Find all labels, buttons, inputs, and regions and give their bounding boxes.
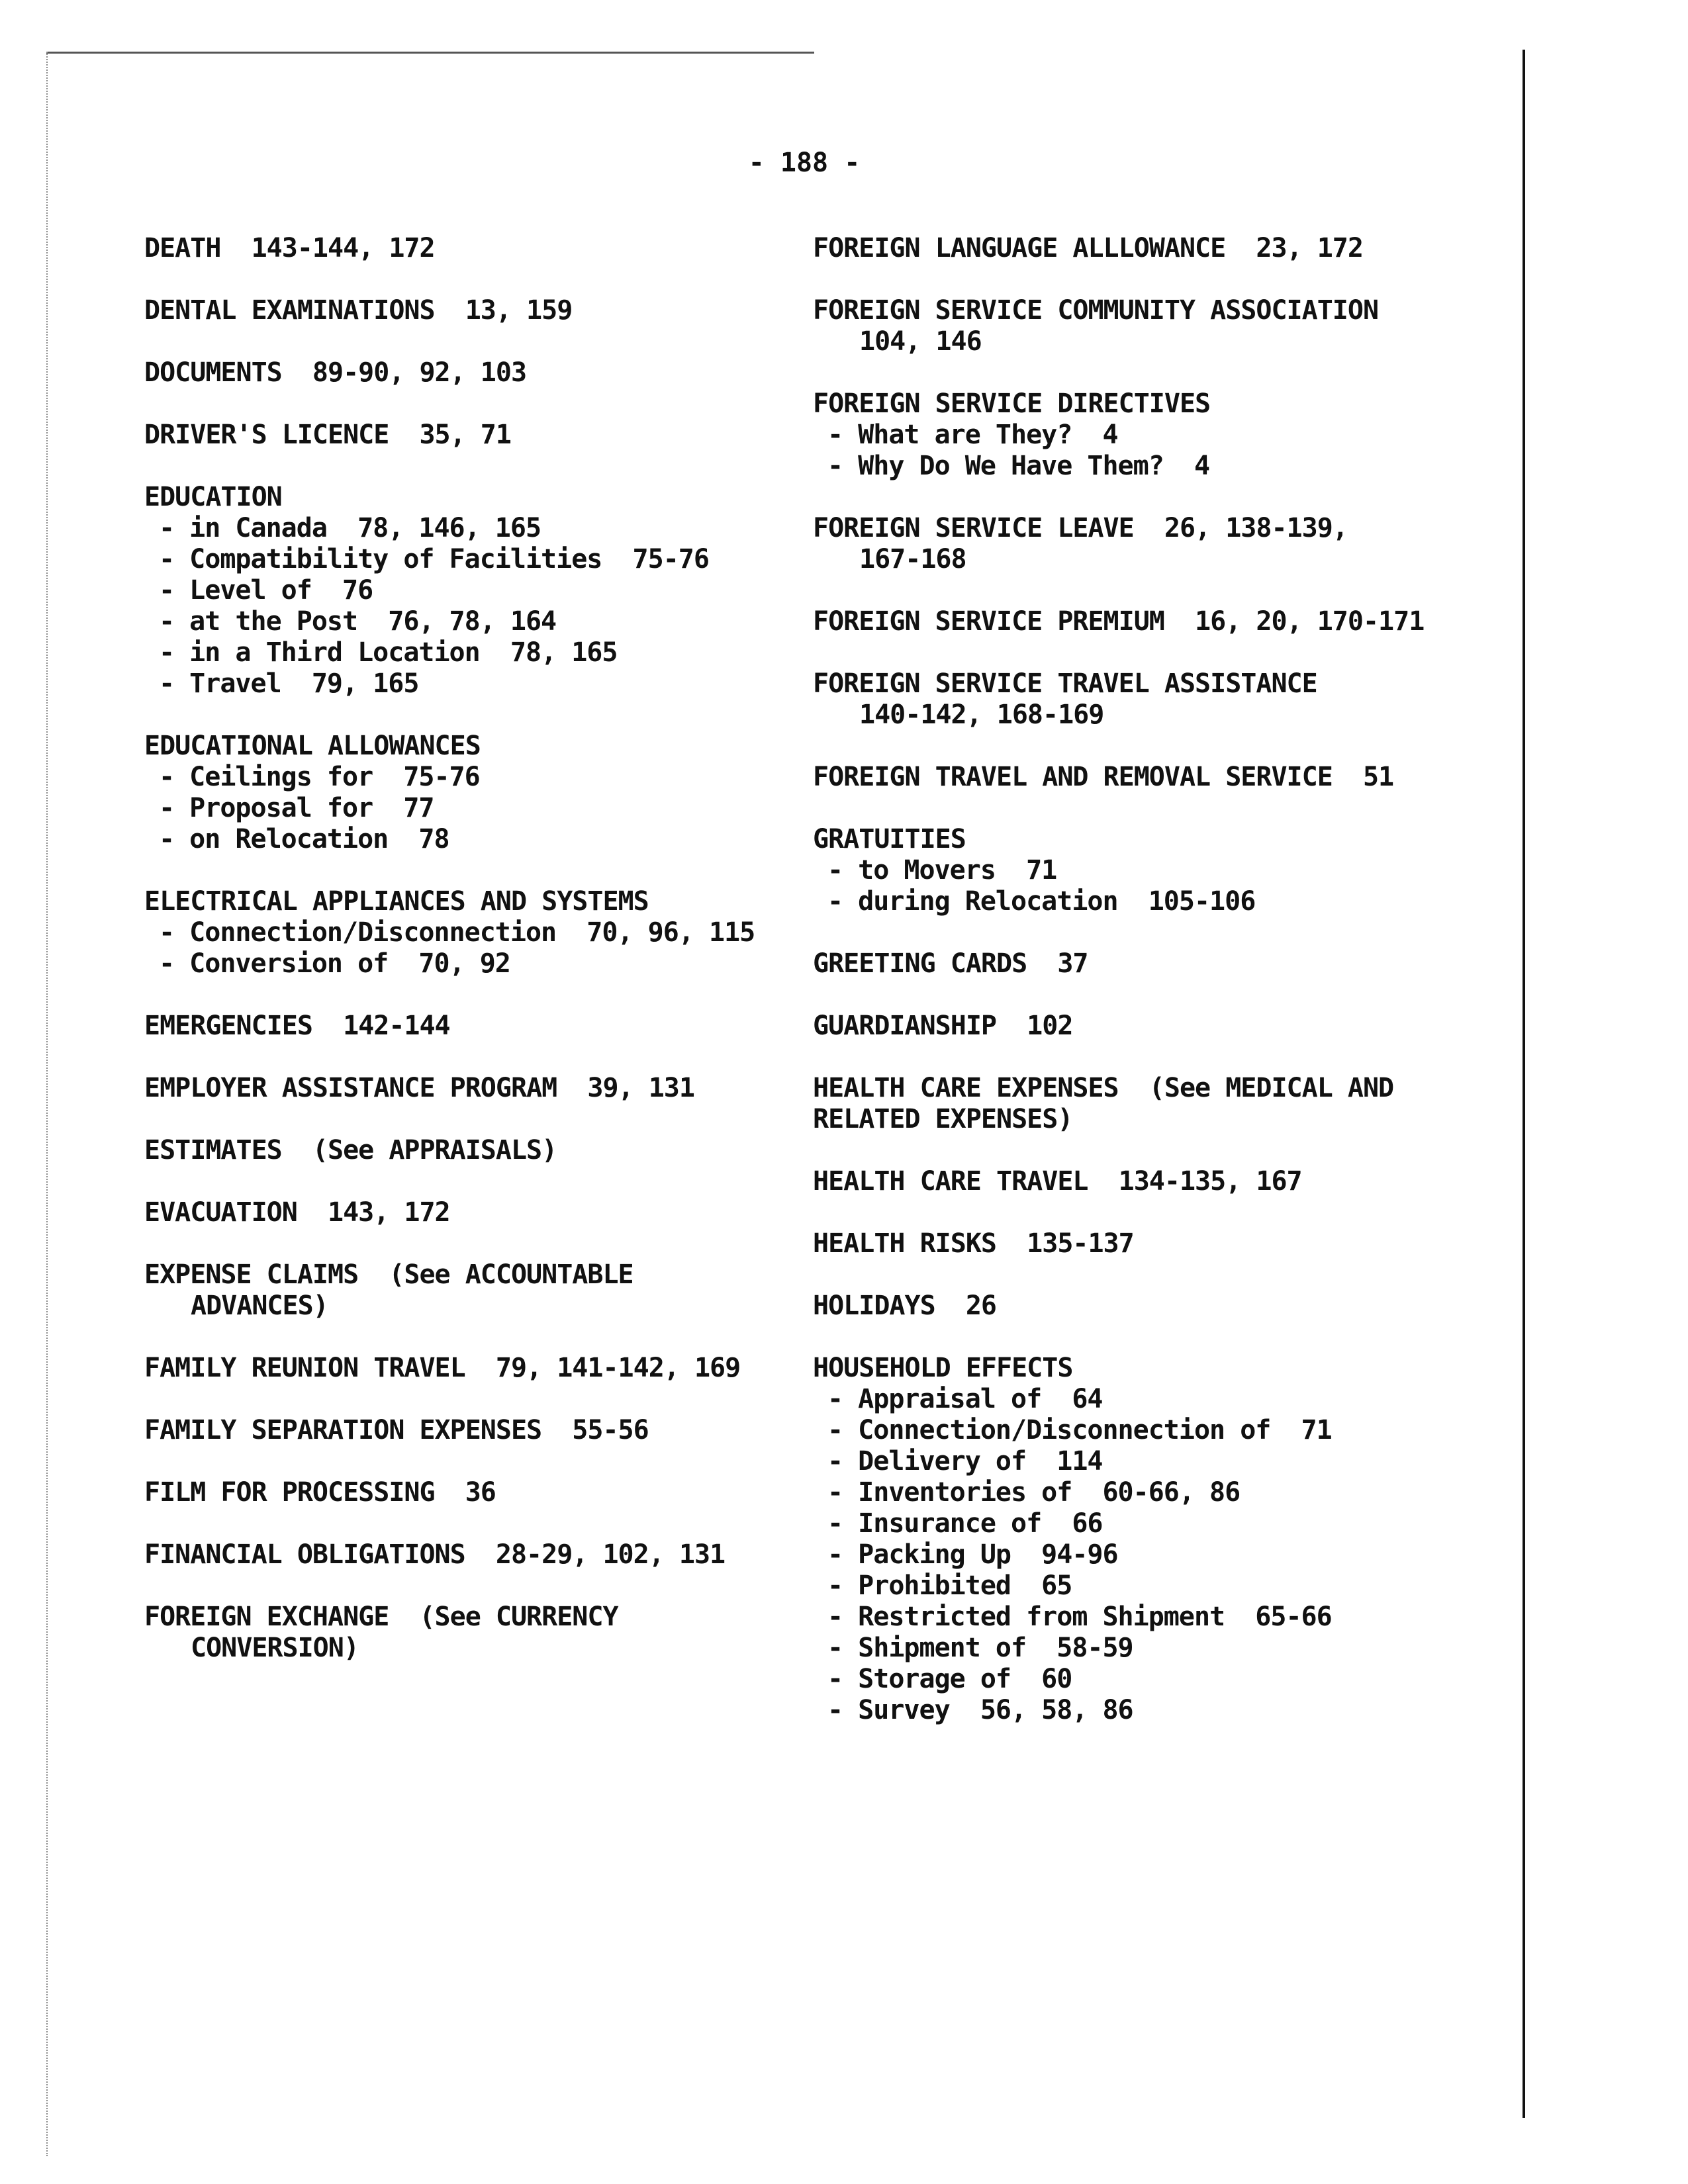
- index-subentry: - on Relocation 78: [159, 824, 449, 854]
- index-heading: ESTIMATES (See APPRAISALS): [144, 1135, 557, 1165]
- index-heading: FINANCIAL OBLIGATIONS 28-29, 102, 131: [144, 1539, 726, 1570]
- index-subentry: - Restricted from Shipment 65-66: [827, 1602, 1332, 1632]
- index-entry: [144, 233, 793, 264]
- index-subentry: - in Canada 78, 146, 165: [159, 513, 541, 543]
- index-subentry: - Connection/Disconnection 70, 96, 115: [159, 917, 755, 948]
- index-subentry: - Proposal for 77: [159, 793, 434, 823]
- index-heading: HEALTH RISKS 135-137: [813, 1228, 1134, 1259]
- index-heading: FAMILY SEPARATION EXPENSES 55-56: [144, 1415, 649, 1445]
- index-subentry: - Delivery of 114: [827, 1446, 1103, 1477]
- index-entry: [144, 420, 793, 451]
- index-subentry: - Appraisal of 64: [827, 1384, 1103, 1414]
- index-entry: [144, 1011, 793, 1042]
- index-entry: [813, 824, 1515, 917]
- index-heading-continuation: RELATED EXPENSES): [813, 1104, 1073, 1134]
- index-subentry: - Ceilings for 75-76: [159, 762, 480, 792]
- index-entry: [813, 1073, 1515, 1135]
- index-subentry: - Insurance of 66: [827, 1508, 1103, 1539]
- index-entry: [144, 1197, 793, 1228]
- index-heading: EDUCATION: [144, 482, 282, 512]
- index-heading: EMPLOYER ASSISTANCE PROGRAM 39, 131: [144, 1073, 694, 1103]
- index-heading: FOREIGN LANGUAGE ALLLOWANCE 23, 172: [813, 233, 1363, 263]
- index-subentry: - Why Do We Have Them? 4: [827, 451, 1210, 481]
- index-heading: HOUSEHOLD EFFECTS: [813, 1353, 1073, 1383]
- index-entry: [144, 1135, 793, 1166]
- index-heading: GREETING CARDS 37: [813, 948, 1088, 979]
- left-margin-rule: [46, 52, 48, 2156]
- top-rule: [46, 52, 814, 54]
- index-subentry: - Survey 56, 58, 86: [827, 1695, 1133, 1725]
- index-entry: [813, 948, 1515, 979]
- index-heading: FOREIGN SERVICE LEAVE 26, 138-139,: [813, 513, 1348, 543]
- index-entry: [813, 1166, 1515, 1197]
- index-subentry: - What are They? 4: [827, 420, 1118, 450]
- index-subentry: - during Relocation 105-106: [827, 886, 1256, 917]
- index-entry: [813, 1291, 1515, 1322]
- index-heading: EVACUATION 143, 172: [144, 1197, 450, 1228]
- index-subentry: - Shipment of 58-59: [827, 1633, 1133, 1663]
- index-column-right: [813, 233, 1515, 1757]
- index-heading-continuation: 167-168: [859, 544, 966, 574]
- index-entry: [813, 762, 1515, 793]
- index-heading: DRIVER'S LICENCE 35, 71: [144, 420, 511, 450]
- index-entry: [813, 388, 1515, 482]
- index-heading: GUARDIANSHIP 102: [813, 1011, 1073, 1041]
- index-heading: FAMILY REUNION TRAVEL 79, 141-142, 169: [144, 1353, 741, 1383]
- index-heading: EMERGENCIES 142-144: [144, 1011, 450, 1041]
- index-subentry: - Compatibility of Facilities 75-76: [159, 544, 709, 574]
- index-subentry: - Conversion of 70, 92: [159, 948, 510, 979]
- index-heading-continuation: 104, 146: [859, 326, 982, 357]
- index-entry: [144, 1259, 793, 1322]
- index-entry: [144, 482, 793, 700]
- index-entry: [813, 1011, 1515, 1042]
- index-entry: [813, 606, 1515, 637]
- index-entry: [813, 513, 1515, 575]
- index-subentry: - Connection/Disconnection of 71: [827, 1415, 1332, 1445]
- index-heading: DENTAL EXAMINATIONS 13, 159: [144, 295, 573, 326]
- index-subentry: - Level of 76: [159, 575, 373, 606]
- index-entry: [813, 1353, 1515, 1726]
- index-entry: [813, 233, 1515, 264]
- index-subentry: - to Movers 71: [827, 855, 1057, 886]
- index-heading: FOREIGN EXCHANGE (See CURRENCY: [144, 1602, 618, 1632]
- index-subentry: - Prohibited 65: [827, 1570, 1072, 1601]
- index-heading: EDUCATIONAL ALLOWANCES: [144, 731, 481, 761]
- index-heading: FILM FOR PROCESSING 36: [144, 1477, 496, 1508]
- index-heading: HEALTH CARE TRAVEL 134-135, 167: [813, 1166, 1302, 1197]
- index-heading-continuation: ADVANCES): [191, 1291, 328, 1321]
- index-entry: [144, 1073, 793, 1104]
- index-entry: [144, 1353, 793, 1384]
- index-heading: HEALTH CARE EXPENSES (See MEDICAL AND: [813, 1073, 1394, 1103]
- index-entry: [813, 1228, 1515, 1259]
- index-entry: [144, 1415, 793, 1446]
- page-number: - 188 -: [748, 148, 861, 178]
- index-heading: ELECTRICAL APPLIANCES AND SYSTEMS: [144, 886, 649, 917]
- right-margin-rule: [1523, 50, 1525, 2118]
- index-heading: GRATUITIES: [813, 824, 966, 854]
- index-entry: [144, 1477, 793, 1508]
- index-entry: [144, 1602, 793, 1664]
- index-entry: [813, 295, 1515, 357]
- index-heading: FOREIGN SERVICE PREMIUM 16, 20, 170-171: [813, 606, 1425, 637]
- index-heading: EXPENSE CLAIMS (See ACCOUNTABLE: [144, 1259, 633, 1290]
- index-entry: [144, 886, 793, 979]
- index-entry: [144, 1539, 793, 1570]
- index-heading: FOREIGN SERVICE DIRECTIVES: [813, 388, 1211, 419]
- index-subentry: - Packing Up 94-96: [827, 1539, 1118, 1570]
- index-heading-continuation: 140-142, 168-169: [859, 700, 1104, 730]
- index-heading: DOCUMENTS 89-90, 92, 103: [144, 357, 527, 388]
- index-subentry: - in a Third Location 78, 165: [159, 637, 618, 668]
- index-heading-continuation: CONVERSION): [191, 1633, 359, 1663]
- index-subentry: - Storage of 60: [827, 1664, 1072, 1694]
- index-subentry: - Travel 79, 165: [159, 668, 419, 699]
- index-entry: [144, 295, 793, 326]
- index-heading: FOREIGN SERVICE COMMUNITY ASSOCIATION: [813, 295, 1379, 326]
- index-entry: [144, 731, 793, 855]
- index-subentry: - at the Post 76, 78, 164: [159, 606, 557, 637]
- index-heading: FOREIGN TRAVEL AND REMOVAL SERVICE 51: [813, 762, 1394, 792]
- index-column-left: [144, 233, 793, 1695]
- index-entry: [813, 668, 1515, 731]
- index-heading: FOREIGN SERVICE TRAVEL ASSISTANCE: [813, 668, 1317, 699]
- index-entry: [144, 357, 793, 388]
- index-heading: HOLIDAYS 26: [813, 1291, 996, 1321]
- index-heading: DEATH 143-144, 172: [144, 233, 435, 263]
- index-subentry: - Inventories of 60-66, 86: [827, 1477, 1241, 1508]
